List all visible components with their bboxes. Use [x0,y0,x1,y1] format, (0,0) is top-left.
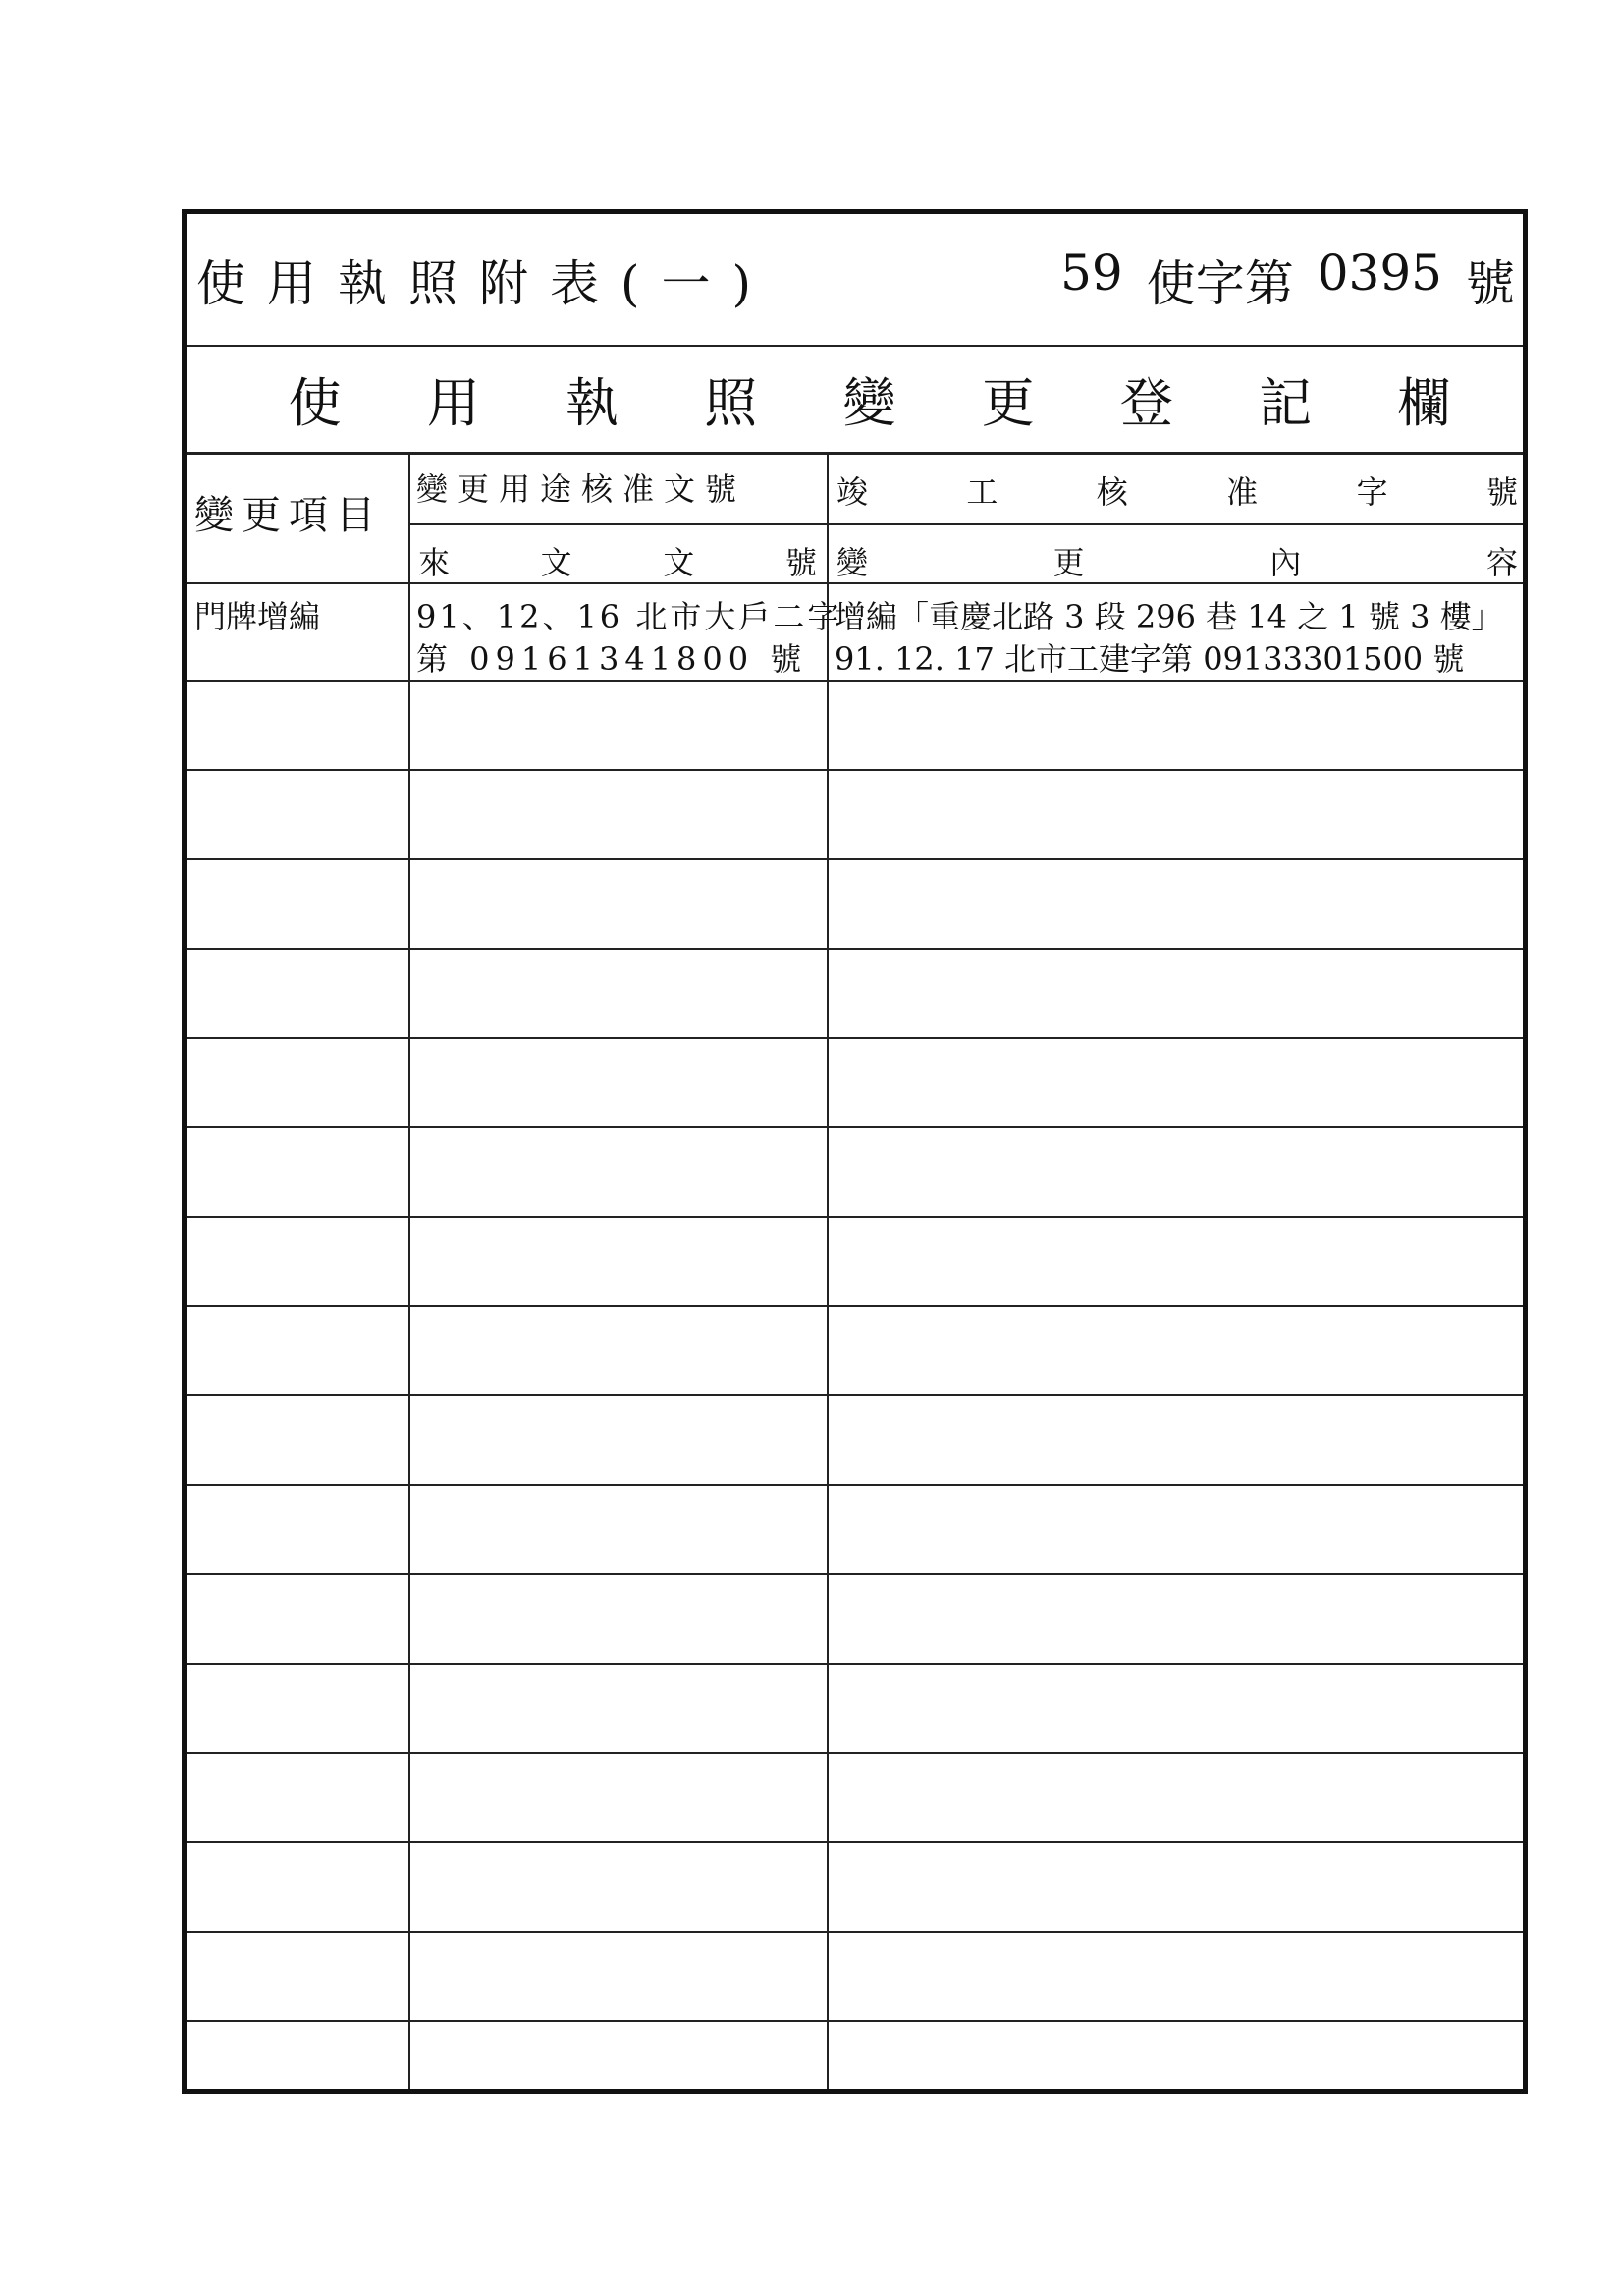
permit-prefix: 使字第 [1146,254,1294,312]
row-change-content-line1: 增編「重慶北路 3 段 296 巷 14 之 1 號 3 樓」 [835,598,1503,635]
section-heading-char: 記 [1259,372,1313,434]
row-divider [187,769,1523,771]
column-divider-2 [827,455,829,2089]
section-heading-char: 執 [566,372,620,434]
permit-number [1060,245,1515,315]
row-divider [187,1931,1523,1933]
row-divider [187,1841,1523,1843]
header-change-content: 變 更 內 容 [836,544,1518,581]
row-change-item: 門牌增編 [194,598,321,635]
row-divider [187,2020,1523,2022]
row-divider [187,1752,1523,1754]
row-divider [187,1394,1523,1396]
section-heading-char: 更 [981,372,1035,434]
header-incoming-doc-number: 來 文 文 號 [418,544,817,581]
row-divider [187,1484,1523,1486]
section-heading-char: 變 [842,372,896,434]
header-change-item: 變更項目 [194,493,383,538]
row-change-content-line2: 91. 12. 17 北市工建字第 09133301500 號 [835,640,1465,678]
row-divider [187,858,1523,860]
row-divider [187,1037,1523,1039]
row-doc-number-line1: 91、12、16 北市大戶二字 [416,598,842,635]
permit-suffix: 號 [1466,254,1515,312]
row-divider [187,680,1523,682]
row-doc-number-line2: 第 09161341800 號 [416,640,808,678]
column-divider-1 [408,455,410,2089]
section-heading-char: 用 [426,372,480,434]
row-divider [187,948,1523,950]
permit-year: 59 [1060,244,1123,301]
row-divider [187,1126,1523,1128]
row-divider [187,1216,1523,1218]
header-approval-doc-number: 變更用途核准文號 [416,470,747,508]
permit-serial: 0395 [1317,244,1442,301]
row-divider [187,1573,1523,1575]
row-divider [187,1663,1523,1665]
usage-permit-form [182,209,1528,2094]
section-heading-char: 照 [704,372,758,434]
section-heading-char: 登 [1119,372,1173,434]
header-completion-approval-number: 竣 工 核 准 字 號 [836,473,1518,511]
header-bottom-line [187,582,1523,584]
form-title: 使用執照附表(一) [196,254,774,312]
section-heading-char: 使 [288,372,342,434]
form-title-row [187,214,1523,347]
row-divider [187,1305,1523,1307]
section-heading [187,347,1523,455]
header-divider [410,523,1523,525]
section-heading-char: 欄 [1397,372,1451,434]
